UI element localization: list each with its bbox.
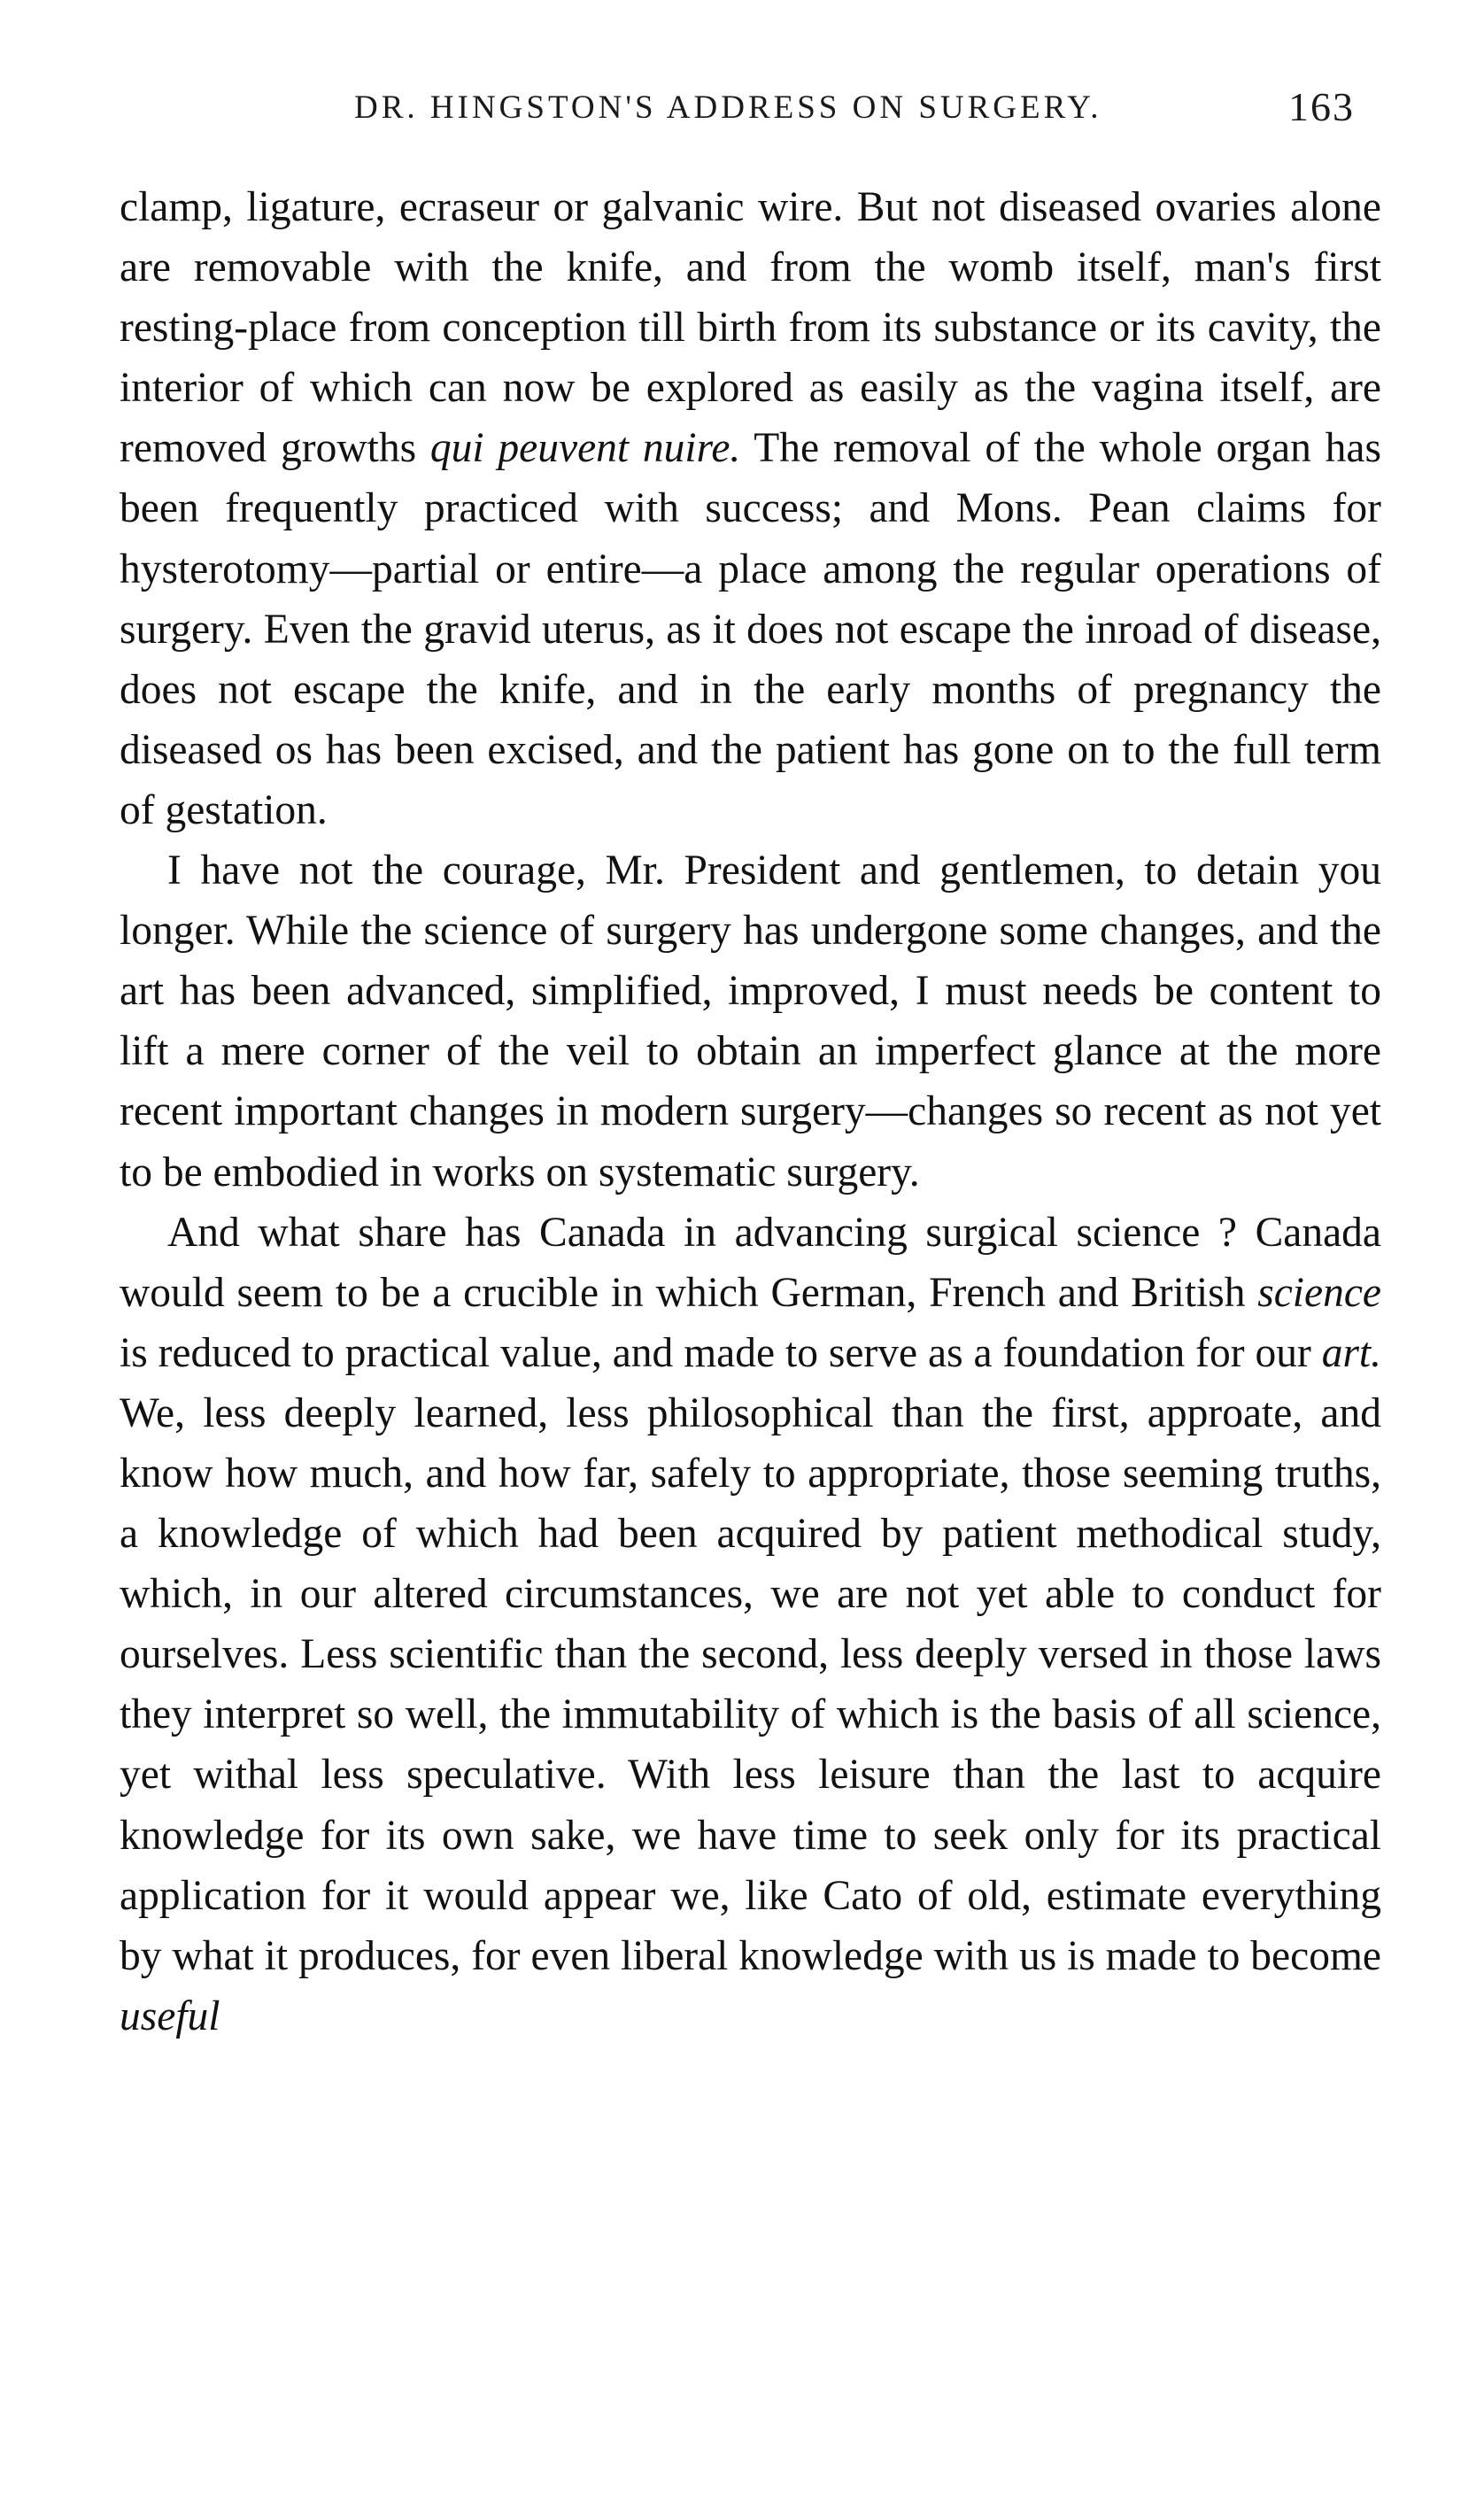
italic-word: art. — [1321, 1329, 1381, 1376]
text-segment: And what share has Canada in advancing surgical science ? Canada would seem to be a crucible in which German, French and British — [120, 1209, 1381, 1316]
body-text — [120, 177, 1381, 2046]
text-segment: The removal of the whole organ has been frequently practiced with success; and Mons. Pean claims for hysterotomy—partial or entire—a place among the regular operations of surgery. Even the gravid uterus, as it does not escape the inroad of disease, does not escape the knife, and in the early months of pregnancy the diseased os has been excised, and the patient has gone on to the full term of gestation. — [120, 425, 1381, 833]
running-head-title: DR. HINGSTON'S ADDRESS ON SURGERY. — [354, 89, 1102, 126]
text-segment: We, less deeply learned, less philosophical than the first, approate, and know how much, and how far, safely to appropriate, those seeming truths, a knowledge of which had been acquired by patient methodical study, which, in our altered circumstances, we are not yet able to conduct for ourselves. Less scientific than the second, less deeply versed in those laws they interpret so well, the immutability of which is the basis of all science, yet withal less speculative. With less leisure than the last to acquire knowledge for its own sake, we have time to seek only for its practical application for it would appear we, like Cato of old, estimate everything by what it produces, for even liberal knowledge with us is made to become — [120, 1389, 1381, 1979]
paragraph-3 — [120, 1203, 1381, 2046]
running-head — [354, 84, 1355, 142]
text-segment: clamp, ligature, ecraseur or galvanic wire. But not diseased ovaries alone are removable with the knife, and from the womb itself, man's first resting-place from conception till birth from its substance or its cavity, the interior of which can now be explored as easily as the vagina itself, are removed growths — [120, 184, 1381, 472]
italic-word: useful — [120, 1992, 220, 2039]
italic-phrase: qui peuvent nuire. — [429, 425, 741, 472]
page-number: 163 — [1288, 84, 1355, 129]
italic-word: science — [1257, 1269, 1381, 1316]
text-segment: is reduced to practical value, and made to serve as a foundation for our — [120, 1329, 1322, 1376]
text-segment: I have not the courage, Mr. President and gentlemen, to detain you longer. While the science of surgery has undergone some changes, and the art has been advanced, simplified, improved, I must needs be content to lift a mere corner of the veil to obtain an imperfect glance at the more recent important changes in modern surgery—changes so recent as not yet to be embodied in works on systematic surgery. — [120, 847, 1381, 1195]
paragraph-2 — [120, 840, 1381, 1203]
paragraph-1 — [120, 177, 1381, 840]
